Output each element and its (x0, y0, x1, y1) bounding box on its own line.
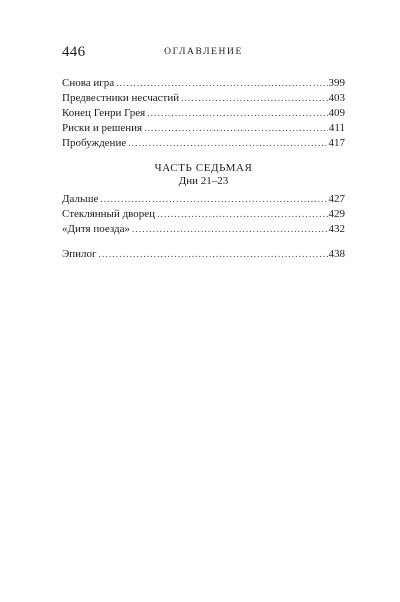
toc-entry-page: 399 (328, 77, 345, 89)
toc-entry (62, 106, 345, 121)
toc-entry (62, 136, 345, 151)
part-subtitle: Дни 21–23 (178, 175, 229, 187)
toc-entry-page: 417 (328, 137, 345, 149)
toc-entry-epilogue (62, 247, 345, 262)
toc-entry (62, 222, 345, 237)
toc-leader-dots (181, 91, 327, 106)
toc-entry (62, 192, 345, 207)
toc-leader-dots (132, 222, 327, 237)
toc-entry-page: 411 (328, 122, 345, 134)
toc-entry (62, 121, 345, 136)
toc-entry-page: 409 (328, 107, 345, 119)
toc-leader-dots (99, 247, 328, 262)
toc-entry-title: Предвестники несчастий (62, 92, 180, 104)
section-gap (62, 237, 345, 247)
toc-entry-title: «Дитя поезда» (62, 223, 131, 235)
toc-entry-page: 427 (328, 193, 345, 205)
toc-leader-dots (100, 192, 327, 207)
toc-entry-page: 403 (328, 92, 345, 104)
toc-entry-title: Риски и решения (62, 122, 143, 134)
toc-entry-title: Пробуждение (62, 137, 127, 149)
toc-entry (62, 91, 345, 106)
toc-entry-title: Эпилог (62, 248, 97, 260)
page-header (62, 44, 345, 64)
running-title: ОГЛАВЛЕНИЕ (164, 47, 243, 57)
toc-entry-page: 429 (328, 208, 345, 220)
toc-entry-title: Стеклянный дворец (62, 208, 156, 220)
page-number: 446 (62, 44, 86, 60)
toc-leader-dots (144, 121, 328, 136)
toc-leader-dots (116, 76, 327, 91)
toc-entry-title: Снова игра (62, 77, 115, 89)
toc-entry-title: Конец Генри Грея (62, 107, 146, 119)
toc-entry (62, 207, 345, 222)
toc-leader-dots (147, 106, 327, 121)
toc-entry-title: Дальше (62, 193, 99, 205)
table-of-contents (62, 76, 345, 262)
toc-leader-dots (128, 136, 327, 151)
toc-entry-page: 432 (328, 223, 345, 235)
toc-leader-dots (157, 207, 327, 222)
toc-entry-page: 438 (328, 248, 345, 260)
part-heading: ЧАСТЬ СЕДЬМАЯ (154, 162, 253, 174)
toc-entry (62, 76, 345, 91)
